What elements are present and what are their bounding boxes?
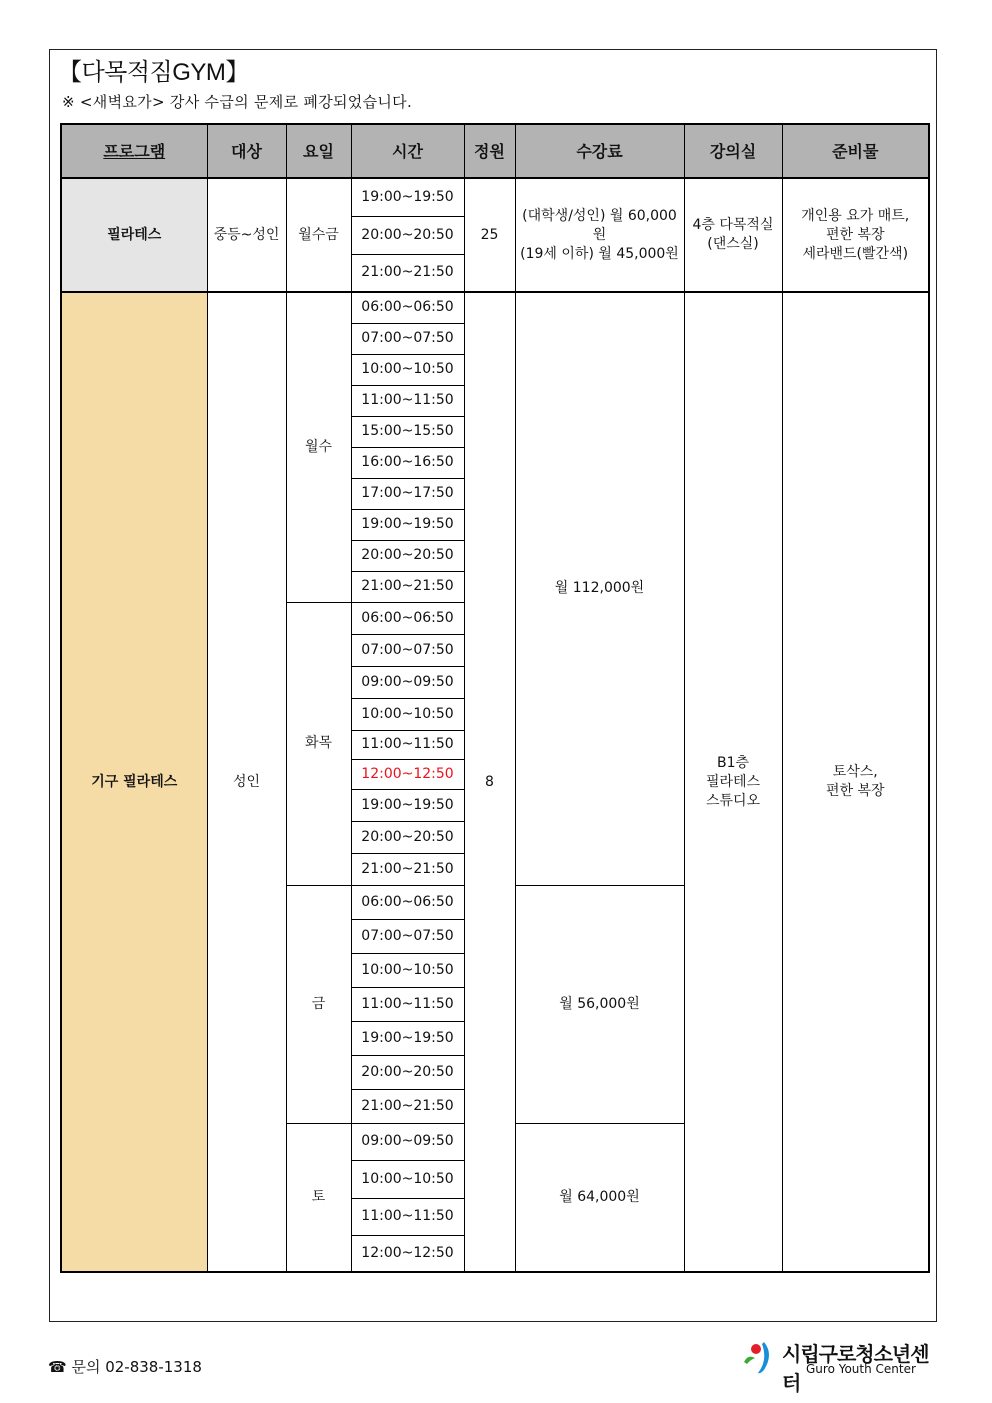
time-slot: 11:00~11:50: [351, 1198, 464, 1235]
program-capacity: 25: [464, 178, 515, 292]
room-line: (댄스실): [707, 236, 759, 252]
supplies-line: 편한 복장: [825, 783, 885, 799]
program-days: 월수금: [286, 178, 351, 292]
logo-korean-text: 시립구로청소년센터: [782, 1342, 929, 1395]
page-title: 【다목적짐GYM】: [58, 59, 249, 86]
time-slot: 19:00~19:50: [351, 509, 464, 540]
program-days: 토: [286, 1123, 351, 1272]
header-room: 강의실: [684, 124, 782, 178]
time-slot: 21:00~21:50: [351, 571, 464, 602]
time-slot: 20:00~20:50: [351, 821, 464, 853]
time-slot: 07:00~07:50: [351, 919, 464, 953]
logo: [742, 1338, 942, 1395]
header-days: 요일: [286, 124, 351, 178]
program-name: 필라테스: [61, 178, 207, 292]
header-supplies: 준비물: [782, 124, 929, 178]
table-row: [61, 292, 929, 323]
supplies-line: 편한 복장: [825, 226, 885, 243]
program-target: 중등~성인: [207, 178, 286, 292]
supplies-line: 세라밴드(빨간색): [802, 245, 909, 262]
program-fee: 월 56,000원: [515, 885, 684, 1123]
room-line: B1층: [716, 754, 750, 771]
time-slot: 17:00~17:50: [351, 478, 464, 509]
schedule-table: [60, 123, 930, 1273]
table-header-row: [61, 124, 929, 178]
table-row: [61, 178, 929, 216]
program-fee: [515, 178, 684, 292]
fee-line: (대학생/성인) 월 60,000원: [522, 207, 677, 243]
program-supplies: [782, 292, 929, 1272]
time-slot: 11:00~11:50: [351, 385, 464, 416]
time-slot: 20:00~20:50: [351, 1055, 464, 1089]
program-days: 금: [286, 885, 351, 1123]
time-slot: 15:00~15:50: [351, 416, 464, 447]
header-fee: 수강료: [515, 124, 684, 178]
program-name: 기구 필라테스: [61, 292, 207, 1272]
header-program: 프로그램: [61, 124, 207, 178]
time-slot-highlighted: 12:00~12:50: [351, 759, 464, 789]
program-capacity: 8: [464, 292, 515, 1272]
phone-label: 문의 02-838-1318: [71, 1358, 202, 1376]
header-capacity: 정원: [464, 124, 515, 178]
time-slot: 20:00~20:50: [351, 540, 464, 571]
time-slot: 21:00~21:50: [351, 1089, 464, 1123]
time-slot: 21:00~21:50: [351, 254, 464, 292]
time-slot: 19:00~19:50: [351, 178, 464, 216]
time-slot: 10:00~10:50: [351, 354, 464, 385]
time-slot: 16:00~16:50: [351, 447, 464, 478]
time-slot: 19:00~19:50: [351, 1021, 464, 1055]
program-target: 성인: [207, 292, 286, 1272]
time-slot: 06:00~06:50: [351, 885, 464, 919]
program-room: [684, 292, 782, 1272]
logo-mark-icon: [742, 1340, 776, 1376]
time-slot: 09:00~09:50: [351, 1123, 464, 1160]
phone-icon: ☎: [48, 1358, 67, 1376]
room-line: 스튜디오: [705, 792, 761, 809]
time-slot: 06:00~06:50: [351, 602, 464, 634]
time-slot: 07:00~07:50: [351, 634, 464, 666]
logo-english-text: Guro Youth Center: [806, 1362, 916, 1376]
program-fee: 월 112,000원: [515, 292, 684, 885]
time-slot: 06:00~06:50: [351, 292, 464, 323]
program-room: [684, 178, 782, 292]
program-days: 월수: [286, 292, 351, 602]
time-slot: 11:00~11:50: [351, 730, 464, 759]
time-slot: 09:00~09:50: [351, 666, 464, 698]
time-slot: 21:00~21:50: [351, 853, 464, 885]
time-slot: 07:00~07:50: [351, 323, 464, 354]
notice-text: ※ <새벽요가> 강사 수급의 문제로 폐강되었습니다.: [62, 93, 413, 111]
time-slot: 12:00~12:50: [351, 1235, 464, 1272]
supplies-line: 개인용 요가 매트,: [801, 207, 910, 224]
header-time: 시간: [351, 124, 464, 178]
time-slot: 11:00~11:50: [351, 987, 464, 1021]
time-slot: 10:00~10:50: [351, 953, 464, 987]
program-fee: 월 64,000원: [515, 1123, 684, 1272]
time-slot: 10:00~10:50: [351, 698, 464, 730]
contact-info: [48, 1356, 202, 1377]
program-supplies: [782, 178, 929, 292]
time-slot: 20:00~20:50: [351, 216, 464, 254]
room-line: 필라테스: [705, 773, 761, 790]
supplies-line: 토삭스,: [832, 764, 878, 780]
room-line: 4층 다목적실: [692, 217, 774, 233]
time-slot: 10:00~10:50: [351, 1160, 464, 1198]
time-slot: 19:00~19:50: [351, 789, 464, 821]
header-target: 대상: [207, 124, 286, 178]
fee-line: (19세 이하) 월 45,000원: [520, 245, 679, 262]
program-days: 화목: [286, 602, 351, 885]
